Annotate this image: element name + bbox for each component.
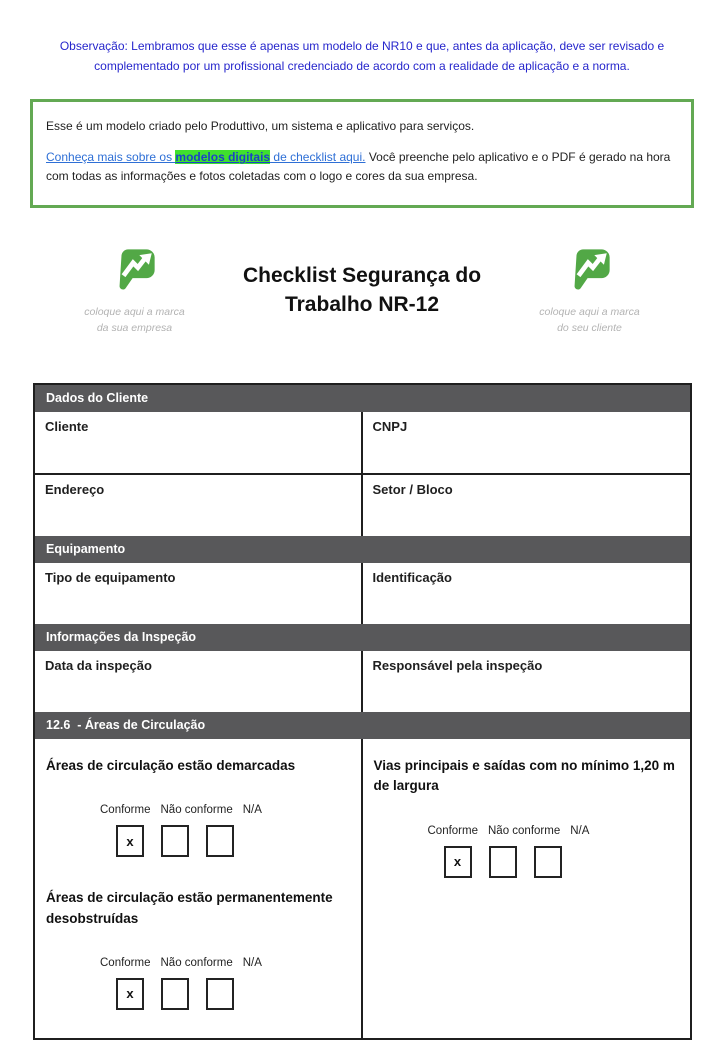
field-setor-bloco: Setor / Bloco bbox=[372, 482, 453, 498]
section-header-equipamento: Equipamento bbox=[35, 536, 690, 563]
checklist-item-vias-principais bbox=[374, 756, 680, 878]
option-label-nao-conforme: Não conforme bbox=[160, 804, 233, 817]
option-label-conforme: Conforme bbox=[100, 804, 151, 817]
option-label-nao-conforme: Não conforme bbox=[160, 956, 233, 969]
checkbox-group bbox=[444, 846, 680, 878]
field-cnpj: CNPJ bbox=[372, 419, 408, 435]
checkbox-nao-conforme[interactable] bbox=[161, 978, 189, 1010]
client-logo-caption bbox=[497, 304, 682, 337]
checkbox-mark: x bbox=[453, 854, 462, 870]
checkbox-conforme[interactable] bbox=[116, 978, 144, 1010]
checklist-form-table bbox=[33, 383, 692, 1040]
field-identificacao: Identificação bbox=[372, 570, 452, 586]
link-highlighted-text[interactable]: modelos digitais bbox=[175, 150, 271, 165]
client-logo-block bbox=[497, 244, 682, 337]
option-label-conforme: Conforme bbox=[427, 824, 478, 837]
client-logo-caption-line1: coloque aqui a marca bbox=[539, 305, 640, 318]
checklist-item-title: Áreas de circulação estão permanentemente desobstruídas bbox=[46, 890, 333, 926]
checkbox-option-labels bbox=[428, 825, 680, 837]
checklist-left-column bbox=[35, 739, 363, 1038]
produttivo-flag-logo-icon bbox=[112, 246, 158, 292]
produttivo-flag-logo-icon bbox=[567, 246, 613, 292]
intro-paragraph-1-text: Esse é um modelo criado pelo Produttivo, um sistema e aplicativo para serviços. bbox=[46, 118, 475, 133]
field-cliente: Cliente bbox=[35, 412, 363, 473]
option-label-na: N/A bbox=[242, 956, 262, 969]
field-tipo-de-equipamento: Tipo de equipamento bbox=[35, 563, 363, 624]
checkbox-na[interactable] bbox=[206, 978, 234, 1010]
company-logo-block bbox=[42, 244, 227, 337]
intro-box bbox=[30, 99, 694, 208]
checkbox-conforme[interactable] bbox=[444, 846, 472, 878]
field-row-tipo-identificacao bbox=[35, 563, 690, 624]
company-logo-caption bbox=[42, 304, 227, 337]
page-title-line1: Checklist Segurança do bbox=[242, 263, 482, 287]
checklist-models-link[interactable] bbox=[46, 150, 365, 164]
document-header bbox=[42, 244, 682, 337]
checkbox-option-labels bbox=[100, 957, 350, 969]
page-title-line2: Trabalho NR-12 bbox=[284, 292, 440, 316]
checkbox-group bbox=[116, 825, 350, 857]
intro-paragraph-2-text: Você preenche pelo aplicativo e o PDF é gerado na hora com todas as informações e fotos coletadas com o logo e cores da sua empresa. bbox=[46, 150, 671, 183]
link-text-start[interactable]: Conheça mais sobre os bbox=[46, 150, 176, 165]
checkbox-conforme[interactable] bbox=[116, 825, 144, 857]
field-row-data-responsavel bbox=[35, 651, 690, 712]
field-row-endereco-setor bbox=[35, 473, 690, 536]
page-title bbox=[227, 261, 497, 320]
option-label-na: N/A bbox=[242, 804, 262, 817]
checklist-item-title: Áreas de circulação estão demarcadas bbox=[46, 758, 296, 774]
intro-paragraph-1 bbox=[46, 117, 678, 136]
checkbox-option-labels bbox=[100, 804, 350, 816]
checklist-item-title: Vias principais e saídas com no mínimo 1,20 m de largura bbox=[373, 758, 675, 794]
observation-note: Observação: Lembramos que esse é apenas um modelo de NR10 e que, antes da aplicação, deve ser revisado e complementado por um profissional credenciado de acordo com a realidade de aplicação e a norma. bbox=[59, 39, 665, 74]
option-label-na: N/A bbox=[570, 824, 590, 837]
checkbox-nao-conforme[interactable] bbox=[489, 846, 517, 878]
field-row-cliente-cnpj bbox=[35, 412, 690, 473]
company-logo-caption-line1: coloque aqui a marca bbox=[84, 305, 185, 318]
checklist-item-demarcadas bbox=[46, 756, 350, 857]
checkbox-mark: x bbox=[126, 833, 134, 849]
checkbox-mark: x bbox=[126, 986, 134, 1002]
intro-paragraph-2 bbox=[46, 148, 678, 185]
section-header-informacoes-da-inspecao: Informações da Inspeção bbox=[35, 624, 690, 651]
field-endereco: Endereço bbox=[35, 475, 363, 536]
option-label-nao-conforme: Não conforme bbox=[488, 824, 561, 837]
checklist-row bbox=[35, 739, 690, 1038]
field-data-da-inspecao: Data da inspeção bbox=[35, 651, 363, 712]
client-logo-caption-line2: do seu cliente bbox=[557, 321, 622, 334]
checkbox-group bbox=[116, 978, 350, 1010]
section-header-areas-de-circulacao: 12.6 - Áreas de Circulação bbox=[35, 712, 690, 739]
checklist-item-desobstruidas bbox=[46, 888, 350, 1010]
section-header-dados-do-cliente: Dados do Cliente bbox=[35, 385, 690, 412]
link-text-end[interactable]: de checklist aqui. bbox=[270, 150, 366, 165]
company-logo-caption-line2: da sua empresa bbox=[96, 321, 173, 334]
checkbox-na[interactable] bbox=[534, 846, 562, 878]
field-responsavel-pela-inspecao: Responsável pela inspeção bbox=[372, 658, 543, 674]
checkbox-nao-conforme[interactable] bbox=[161, 825, 189, 857]
checkbox-na[interactable] bbox=[206, 825, 234, 857]
checklist-right-column bbox=[363, 739, 691, 1038]
option-label-conforme: Conforme bbox=[100, 956, 151, 969]
